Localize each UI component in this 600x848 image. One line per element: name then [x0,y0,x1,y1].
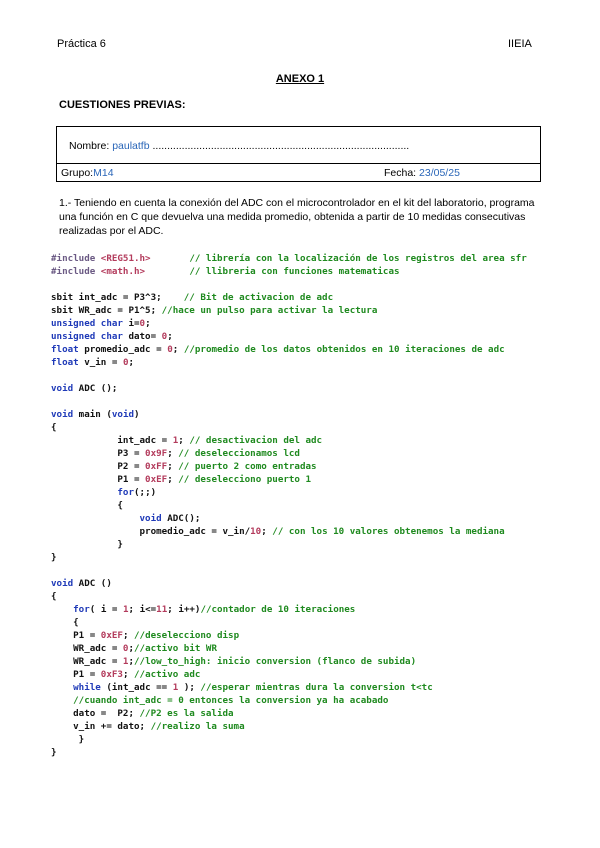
code-token: ( i = [89,604,123,615]
code-line [51,746,591,759]
code-token: ; [122,669,135,680]
group-value: M14 [93,167,114,179]
code-token: //activo adc [134,669,201,680]
code-line [51,564,591,577]
code-token [51,513,140,524]
code-line [51,642,591,655]
code-line [51,590,591,603]
code-token: } [51,747,57,758]
code-token: ; [167,448,179,459]
code-line [51,512,591,525]
code-token: ; [167,461,179,472]
code-token: WR_adc = [51,643,123,654]
date-label: Fecha: [384,167,420,179]
code-token: void [111,409,135,420]
code-token: 0xEF [145,474,168,485]
code-line [51,252,591,265]
code-token: while [73,682,107,693]
code-token [51,604,73,615]
code-token: 10 [250,526,262,537]
code-token: //low_to_high: inicio conversion (flanco de subida) [134,656,417,667]
code-token: ; [145,318,151,329]
code-token: } [51,552,57,563]
code-token: void [51,409,79,420]
code-line [51,733,591,746]
code-token: // con los 10 valores obtenemos la mediana [272,526,505,537]
code-token: // deselecciono puerto 1 [178,474,312,485]
code-token: 0x9F [145,448,168,459]
code-token: promedio_adc = [84,344,168,355]
code-token: void [51,383,79,394]
code-line [51,291,591,304]
code-token: #include [51,266,101,277]
code-token: 1 [172,682,179,693]
code-token: ADC () [78,578,112,589]
code-token: { [51,500,123,511]
code-token: ; [178,435,190,446]
code-line [51,304,591,317]
code-line [51,356,591,369]
code-line [51,499,591,512]
code-token: unsigned char [51,331,129,342]
code-line [51,720,591,733]
group-field [61,167,114,179]
code-line [51,447,591,460]
code-token: v_in = [84,357,123,368]
code-line [51,265,591,278]
code-line [51,473,591,486]
code-token: ; [128,656,135,667]
header-left: Práctica 6 [57,38,106,50]
code-token: ADC(); [167,513,201,524]
name-field [69,140,409,152]
code-token: // librería con la localización de los registros del area sfr [150,253,527,264]
code-token: ) [134,409,140,420]
code-token: i= [128,318,140,329]
code-token: sbit int_adc = P3^3; [51,292,184,303]
code-token: } [51,734,85,745]
code-token [51,487,117,498]
code-token: ; [261,526,273,537]
code-token: ; [167,331,173,342]
code-token: 1 [122,656,129,667]
code-token: 1 [172,435,179,446]
code-token: unsigned char [51,318,129,329]
question-text: 1.- Teniendo en cuenta la conexión del ADC con el microcontrolador en el kit del laboratorio, programa una función en C que devuelva una medida promedio, obtenida a partir de 10 medidas consecutivas realizadas por el ADC. [59,197,535,237]
code-token: ); [178,682,201,693]
code-line [51,330,591,343]
code-token: <REG51.h> [100,253,151,264]
code-token: ; [172,344,184,355]
code-token: int_adc = [51,435,173,446]
code-token: //P2 es la salida [139,708,234,719]
code-token: 11 [156,604,168,615]
code-line [51,681,591,694]
code-token: 0 [167,344,173,355]
code-token: ; [167,474,179,485]
code-token: (;;) [134,487,157,498]
name-row [57,127,540,163]
code-token: P3 = [51,448,146,459]
code-token: for [117,487,134,498]
header-right: IIEIA [508,38,532,50]
code-token: (int_adc == [106,682,173,693]
code-token: //cuando int_adc = 0 entonces la conversion ya ha acabado [51,695,389,706]
code-token: } [51,539,123,550]
code-token: float [51,357,85,368]
code-token: ; [128,357,135,368]
code-token: ; i<= [128,604,157,615]
code-token: //deselecciono disp [134,630,240,641]
code-token: ; [128,643,135,654]
code-token: 0xF3 [100,669,123,680]
code-line [51,382,591,395]
code-token: dato= [128,331,162,342]
code-line [51,486,591,499]
code-line [51,655,591,668]
code-line [51,603,591,616]
code-line [51,408,591,421]
code-line [51,551,591,564]
code-token: promedio_adc = v_in/ [51,526,251,537]
code-line [51,577,591,590]
code-token: //hace un pulso para activar la lectura [161,305,378,316]
code-line [51,343,591,356]
code-token: 0xFF [145,461,168,472]
code-line [51,434,591,447]
code-line [51,421,591,434]
code-token: { [51,617,79,628]
code-token: // deseleccionamos lcd [178,448,300,459]
code-token: <math.h> [100,266,146,277]
code-token: { [51,591,57,602]
code-token: v_in += dato; [51,721,151,732]
code-line [51,525,591,538]
code-token: WR_adc = [51,656,123,667]
code-token: { [51,422,57,433]
code-token: ; [122,630,135,641]
code-listing [51,252,591,759]
code-line [51,668,591,681]
annex-title: ANEXO 1 [275,73,325,85]
code-line [51,707,591,720]
code-line [51,369,591,382]
date-field [384,167,460,179]
section-heading: CUESTIONES PREVIAS: [59,99,186,111]
code-token: 0xEF [100,630,123,641]
code-token: //esperar mientras dura la conversion t<tc [200,682,433,693]
date-value: 23/05/25 [419,167,460,179]
code-token: P1 = [51,669,101,680]
code-token: main ( [78,409,112,420]
code-token: dato = P2; [51,708,140,719]
code-line [51,317,591,330]
code-token: P1 = [51,474,146,485]
name-dots: ........................................................................................ [149,140,410,152]
code-token: //activo bit WR [134,643,217,654]
code-token: sbit WR_adc = P1^5; [51,305,162,316]
code-token: float [51,344,85,355]
code-token: P2 = [51,461,146,472]
code-token: //realizo la suma [150,721,245,732]
student-info-box [56,126,541,182]
code-line [51,460,591,473]
code-token: // desactivacion del adc [189,435,323,446]
code-token: 1 [122,604,129,615]
box-divider [57,163,540,164]
code-line [51,395,591,408]
code-token: void [51,578,79,589]
code-token: ADC (); [78,383,118,394]
code-token: P1 = [51,630,101,641]
code-line [51,694,591,707]
name-value: paulatfb [112,140,150,152]
code-token: void [139,513,168,524]
code-token: //promedio de los datos obtenidos en 10 iteraciones de adc [183,344,505,355]
code-token: #include [51,253,101,264]
code-token [51,682,73,693]
code-line [51,278,591,291]
code-token: // llibreria con funciones matematicas [145,266,400,277]
code-token: 0 [139,318,146,329]
name-label: Nombre: [69,140,113,152]
code-token: for [73,604,90,615]
code-token: 0 [122,357,129,368]
group-label: Grupo: [61,167,94,179]
code-token: // puerto 2 como entradas [178,461,317,472]
code-line [51,616,591,629]
code-line [51,538,591,551]
code-token: 0 [161,331,168,342]
code-line [51,629,591,642]
code-token: //contador de 10 iteraciones [200,604,356,615]
code-token: 0 [122,643,129,654]
code-token: // Bit de activacion de adc [183,292,334,303]
code-token: ; i++) [167,604,201,615]
